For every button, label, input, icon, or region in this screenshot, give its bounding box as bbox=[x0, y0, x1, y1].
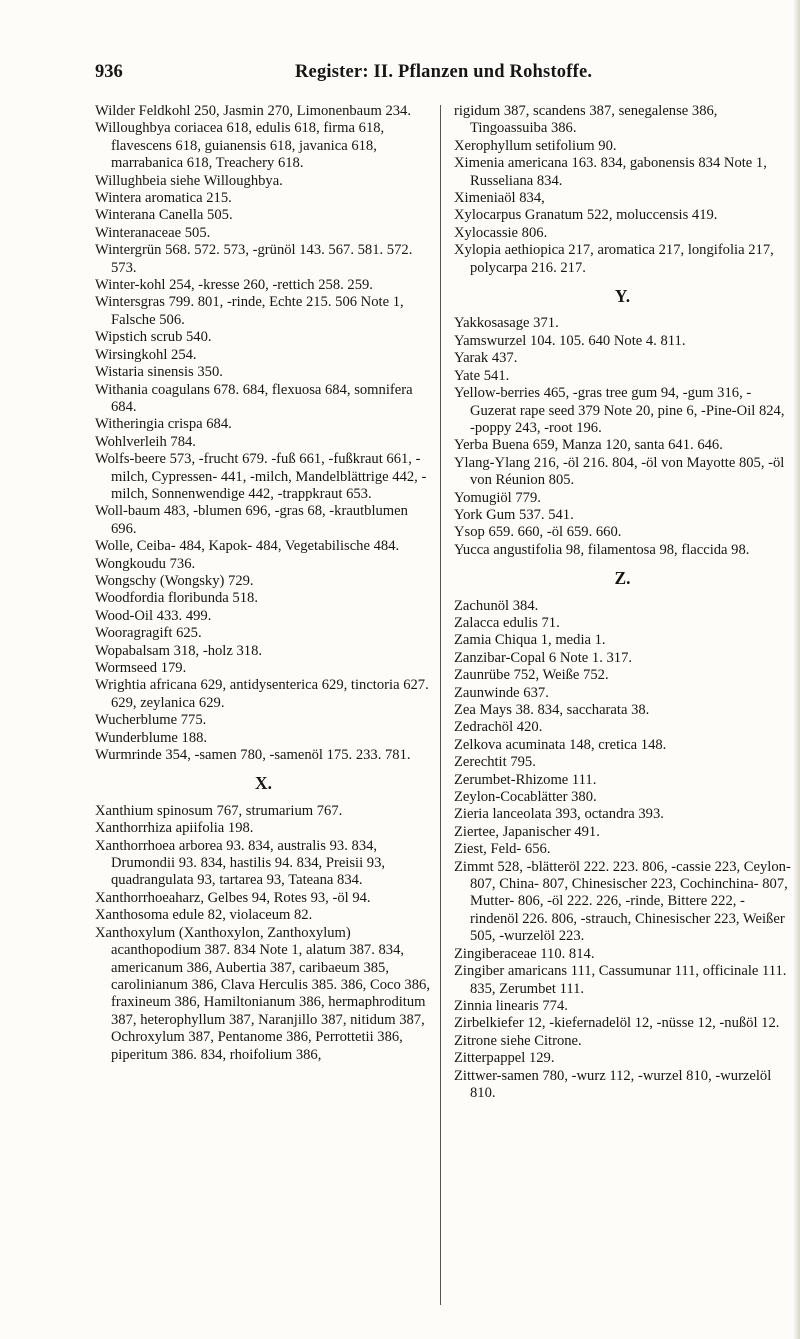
index-entry: Zerumbet-Rhizome 111. bbox=[454, 771, 597, 788]
index-entry: Yucca angustifolia 98, filamentosa 98, flaccida 98. bbox=[454, 541, 750, 558]
index-entry: Willughbeia siehe Willoughbya. bbox=[95, 172, 283, 189]
index-entry: Xanthium spinosum 767, strumarium 767. bbox=[95, 802, 343, 819]
index-entry: Wormseed 179. bbox=[95, 660, 187, 676]
page-header bbox=[95, 62, 755, 94]
index-entry: Zinnia linearis 774. bbox=[454, 997, 568, 1014]
index-entry: Wintersgras 799. 801, -rinde, Echte 215. 506 Note 1, Falsche 506. bbox=[95, 294, 404, 328]
index-entry: Yomugiöl 779. bbox=[454, 489, 541, 506]
index-entry: Wrightia africana 629, antidysenterica 629, tinctoria 627. 629, zeylanica 629. bbox=[95, 677, 429, 711]
index-entry: Zirbelkiefer 12, -kiefernadelöl 12, -nüsse 12, -nußöl 12. bbox=[454, 1015, 780, 1032]
section-letter-heading: X. bbox=[255, 773, 272, 794]
index-entry: Ximenia americana 163. 834, gabonensis 834 Note 1, Russeliana 834. bbox=[454, 155, 767, 189]
index-entry: Zaunwinde 637. bbox=[454, 684, 549, 701]
index-entry: Wongkoudu 736. bbox=[95, 555, 196, 572]
index-entry: Wood-Oil 433. 499. bbox=[95, 607, 212, 624]
index-entry: Xylocarpus Granatum 522, moluccensis 419. bbox=[454, 207, 718, 224]
index-entry: Zanzibar-Copal 6 Note 1. 317. bbox=[454, 649, 633, 666]
index-entry: Wopabalsam 318, -holz 318. bbox=[95, 642, 263, 659]
index-entry: Willoughbya coriacea 618, edulis 618, firma 618, flavescens 618, guianensis 618, javanica 618, marrabanica 618, Treachery 618. bbox=[95, 120, 385, 172]
section-letter-heading: Y. bbox=[614, 286, 631, 307]
index-entry: Xylopia aethiopica 217, aromatica 217, longifolia 217, polycarpa 216. 217. bbox=[454, 242, 774, 276]
index-entry: Zamia Chiqua 1, media 1. bbox=[454, 632, 606, 649]
index-entry: Zingiber amaricans 111, Cassumunar 111, officinale 111. 835, Zerumbet 111. bbox=[454, 963, 787, 997]
index-entry: Zedrachöl 420. bbox=[454, 719, 543, 736]
index-entry: Xerophyllum setifolium 90. bbox=[454, 137, 617, 154]
index-column-left bbox=[95, 103, 432, 1064]
index-entry: Wipstich scrub 540. bbox=[95, 329, 212, 346]
index-entry: Ziertee, Japanischer 491. bbox=[454, 823, 600, 840]
index-entry: Wistaria sinensis 350. bbox=[95, 364, 223, 381]
column-divider bbox=[440, 105, 441, 1305]
index-entry: Wongschy (Wongsky) 729. bbox=[95, 572, 254, 589]
index-entry: Wintergrün 568. 572. 573, -grünöl 143. 567. 581. 572. 573. bbox=[95, 242, 413, 276]
index-entry: Wolfs-beere 573, -frucht 679. -fuß 661, -fußkraut 661, -milch, Cypressen- 441, -milch, Mandelblättrige 442, -milch, Sonnenwendige 442, -trappkraut 653. bbox=[95, 451, 427, 502]
index-entry: Wintera aromatica 215. bbox=[95, 190, 232, 207]
index-entry: Withania coagulans 678. 684, flexuosa 684, somnifera 684. bbox=[95, 381, 413, 415]
index-entry: Yate 541. bbox=[454, 367, 510, 384]
index-entry: Yellow-berries 465, -gras tree gum 94, -gum 316, -Guzerat rape seed 379 Note 20, pine 6, -Pine-Oil 824, -poppy 243, -root 196. bbox=[454, 385, 785, 436]
running-head: Register: II. Pflanzen und Rohstoffe. bbox=[295, 62, 593, 82]
index-entry: Yerba Buena 659, Manza 120, santa 641. 646. bbox=[454, 437, 723, 454]
index-entry: Zitrone siehe Citrone. bbox=[454, 1032, 582, 1049]
index-entry: Zaunrübe 752, Weiße 752. bbox=[454, 667, 609, 684]
section-letter-heading: Z. bbox=[614, 568, 631, 589]
index-entry: Zalacca edulis 71. bbox=[454, 614, 560, 631]
index-entry: Xanthoxylum (Xanthoxylon, Zanthoxylum) acanthopodium 387. 834 Note 1, alatum 387. 834, americanum 386, Aubertia 387, caribaeum 385, carolinianum 386, Clava Herculis 385. 386, Coco 386, fraxineum 386, Hamiltonianum 386, hermaphroditum 387, heterophyllum 387, Naranjillo 387, nitidum 387, Ochroxylum 387, Pentanome 386, Perrottetii 386, piperitum 386. 834, rhoifolium 386, bbox=[95, 924, 430, 1063]
index-entry: Ziest, Feld- 656. bbox=[454, 841, 551, 858]
index-entry: Zieria lanceolata 393, octandra 393. bbox=[454, 806, 664, 823]
index-entry: Zea Mays 38. 834, saccharata 38. bbox=[454, 702, 650, 718]
index-entry: Yamswurzel 104. 105. 640 Note 4. 811. bbox=[454, 332, 686, 349]
index-entry: York Gum 537. 541. bbox=[454, 506, 574, 523]
index-entry: rigidum 387, scandens 387, senegalense 386, Tingoassuiba 386. bbox=[454, 103, 718, 137]
index-entry: Woodfordia floribunda 518. bbox=[95, 590, 258, 607]
index-entry: Wirsingkohl 254. bbox=[95, 346, 197, 363]
index-entry: Zittwer-samen 780, -wurz 112, -wurzel 810, -wurzelöl 810. bbox=[454, 1067, 772, 1101]
index-entry: Wilder Feldkohl 250, Jasmin 270, Limonenbaum 234. bbox=[95, 103, 411, 119]
index-entry: Wohlverleih 784. bbox=[95, 433, 196, 450]
index-entry: Wucherblume 775. bbox=[95, 712, 207, 729]
index-entry: Zelkova acuminata 148, cretica 148. bbox=[454, 736, 667, 753]
index-entry: Zingiberaceae 110. 814. bbox=[454, 945, 595, 962]
index-entry: Zitterpappel 129. bbox=[454, 1050, 555, 1067]
index-entry: Xanthorrhiza apiifolia 198. bbox=[95, 820, 254, 837]
index-entry: Zimmt 528, -blätteröl 222. 223. 806, -cassie 223, Ceylon- 807, China- 807, Chinesischer 223, Cochinchina- 807, Mutter- 806, -öl 222. 226, -rinde, Bittere 222, -rindenöl 226. 806, -strauch, Chinesischer 223, Weißer 505, -wurzelöl 223. bbox=[454, 858, 791, 945]
index-entry: Winterana Canella 505. bbox=[95, 207, 233, 224]
index-entry: Yakkosasage 371. bbox=[454, 315, 559, 332]
index-entry: Ylang-Ylang 216, -öl 216. 804, -öl von Mayotte 805, -öl von Réunion 805. bbox=[454, 454, 785, 489]
index-entry: Wooragragift 625. bbox=[95, 625, 202, 642]
index-entry: Wolle, Ceiba- 484, Kapok- 484, Vegetabilische 484. bbox=[95, 538, 400, 555]
index-entry: Witheringia crispa 684. bbox=[95, 416, 232, 433]
index-entry: Winter-kohl 254, -kresse 260, -rettich 258. 259. bbox=[95, 277, 373, 294]
index-entry: Woll-baum 483, -blumen 696, -gras 68, -krautblumen 696. bbox=[95, 503, 408, 537]
index-entry: Zachunöl 384. bbox=[454, 597, 539, 614]
index-entry: Xanthorrhoeaharz, Gelbes 94, Rotes 93, -öl 94. bbox=[95, 889, 371, 906]
index-entry: Xanthosoma edule 82, violaceum 82. bbox=[95, 907, 313, 924]
index-entry: Yarak 437. bbox=[454, 350, 518, 367]
index-entry: Winteranaceae 505. bbox=[95, 224, 211, 241]
index-entry: Xylocassie 806. bbox=[454, 224, 548, 241]
page-number: 936 bbox=[95, 62, 123, 82]
index-entry: Zeylon-Cocablätter 380. bbox=[454, 789, 597, 806]
index-entry: Ximeniaöl 834, bbox=[454, 190, 545, 207]
index-entry: Wunderblume 188. bbox=[95, 729, 208, 746]
index-column-right bbox=[454, 103, 791, 1102]
index-entry: Ysop 659. 660, -öl 659. 660. bbox=[454, 524, 622, 541]
index-entry: Zerechtit 795. bbox=[454, 754, 536, 771]
page-edge-shadow bbox=[793, 0, 800, 1339]
index-entry: Wurmrinde 354, -samen 780, -samenöl 175. 233. 781. bbox=[95, 747, 411, 764]
index-entry: Xanthorrhoea arborea 93. 834, australis 93. 834, Drumondii 93. 834, hastilis 94. 834, Preisii 93, quadrangulata 93, tartarea 93, Tateana 834. bbox=[95, 837, 386, 889]
